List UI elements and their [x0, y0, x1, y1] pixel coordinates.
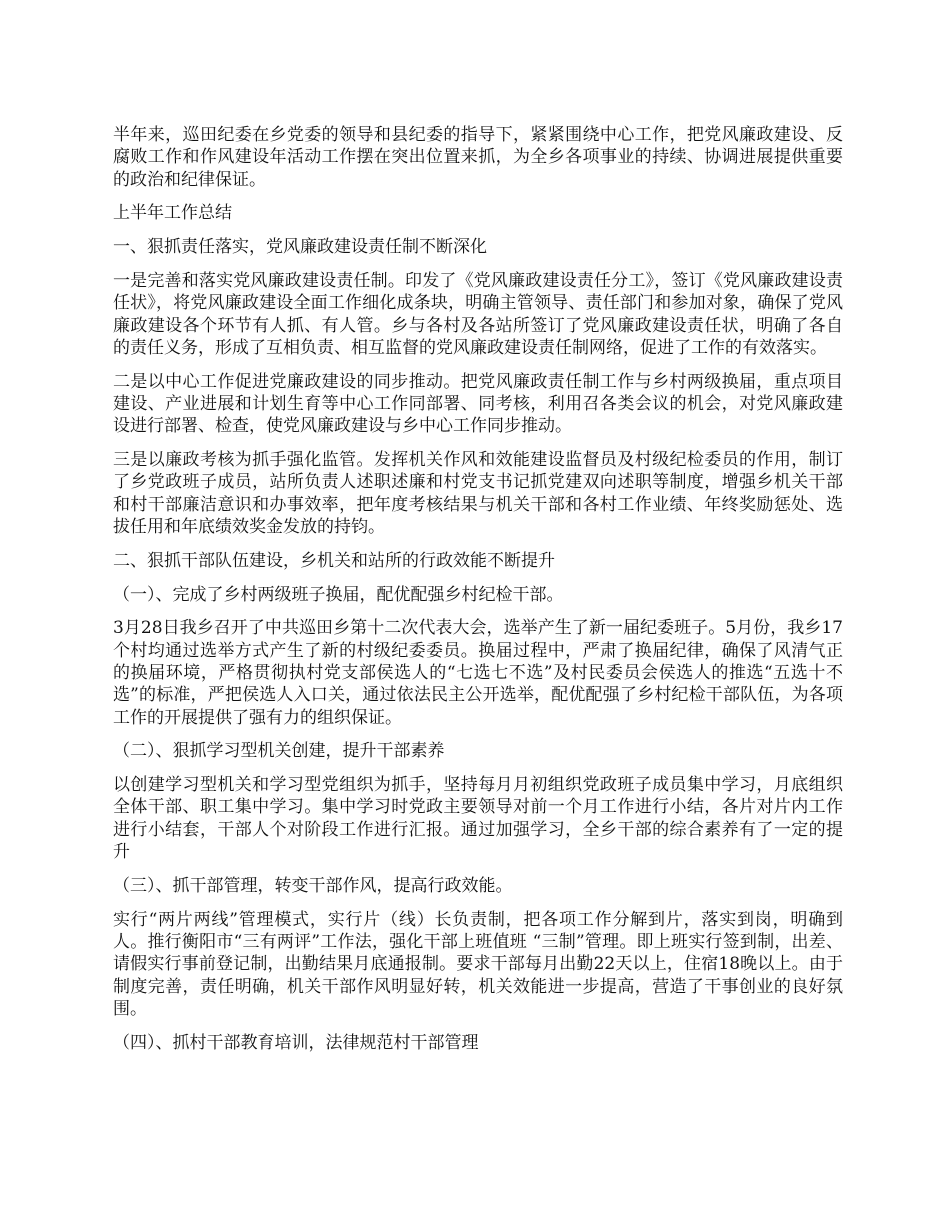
section-heading-two: 二、狠抓干部队伍建设，乡机关和站所的行政效能不断提升: [113, 550, 555, 571]
body-paragraph-3: 三是以廉政考核为抓手强化监管。发挥机关作风和效能建设监督员及村级纪检委员的作用，制订了乡党政班子成员，站所负责人述职述廉和村党支书记抓党建双向述职等制度，增强乡机关干部和村干部廉洁意识和办事效率，把年度考核结果与机关干部和各村工作业绩、年终奖励惩处、选拔任用和年底绩效奖金发放的持钧。: [113, 450, 843, 537]
subheading-1: （一）、完成了乡村两级班子换届，配优配强乡村纪检干部。: [113, 584, 564, 605]
subheading-3: （三）、抓干部管理，转变干部作风，提高行政效能。: [113, 875, 513, 896]
body-paragraph-5: 以创建学习型机关和学习型党组织为抓手，坚持每月月初组织党政班子成员集中学习，月底组织全体干部、职工集中学习。集中学习时党政主要领导对前一个月工作进行小结，各片对片内工作进行小结套，干部人个对阶段工作进行汇报。通过加强学习，全乡干部的综合素养有了一定的提升: [113, 775, 843, 863]
body-paragraph-2: 二是以中心工作促进党廉政建设的同步推动。把党风廉政责任制工作与乡村两级换届，重点项目建设、产业进展和计划生育等中心工作同部署、同考核，利用召各类会议的机会，对党风廉政建设进行部署、检查，使党风廉政建设与乡中心工作同步推动。: [113, 371, 843, 437]
subheading-2: （二）、狠抓学习型机关创建，提升干部素养: [113, 741, 445, 762]
body-paragraph-6: 实行“两片两线”管理模式，实行片（线）长负责制，把各项工作分解到片，落实到岗，明确到人。推行衡阳市“三有两评”工作法，强化干部上班值班 “三制”管理。即上班实行签到制，出差、请假实行事前登记制，出勤结果月底通报制。要求干部每月出勤22天以上，住宿18晚以上。由于制度完善，责任明确，机关干部作风明显好转，机关效能进一步提高，营造了干事创业的良好氛围。: [113, 909, 843, 1019]
subheading-4: （四）、抓村干部教育培训，法律规范村干部管理: [113, 1032, 479, 1053]
intro-paragraph: 半年来，巡田纪委在乡党委的领导和县纪委的指导下，紧紧围绕中心工作，把党风廉政建设、反腐败工作和作风建设年活动工作摆在突出位置来抓，为全乡各项事业的持续、协调进展提供重要的政治和纪律保证。: [113, 125, 843, 190]
body-paragraph-1: 一是完善和落实党风廉政建设责任制。印发了《党风廉政建设责任分工》，签订《党风廉政建设责任状》，将党风廉政建设全面工作细化成条块，明确主管领导、责任部门和参加对象，确保了党风廉政建设各个环节有人抓、有人管。乡与各村及各站所签订了党风廉政建设责任状，明确了各自的责任义务，形成了互相负责、相互监督的党风廉政建设责任制网络，促进了工作的有效落实。: [113, 270, 843, 358]
body-paragraph-4: 3月28日我乡召开了中共巡田乡第十二次代表大会，选举产生了新一届纪委班子。5月份，我乡17个村均通过选举方式产生了新的村级纪委委员。换届过程中，严肃了换届纪律，确保了风清气正的换届环境，严格贯彻执村党支部侯选人的“七选七不选”及村民委员会侯选人的推选“五选十不选”的标准，严把侯选人入口关，通过依法民主公开选举，配优配强了乡村纪检干部队伍，为各项工作的开展提供了强有力的组织保证。: [113, 618, 843, 728]
section-heading-summary: 上半年工作总结: [113, 203, 232, 224]
document-body: [113, 124, 843, 1065]
section-heading-one: 一、狠抓责任落实，党风廉政建设责任制不断深化: [113, 237, 487, 258]
